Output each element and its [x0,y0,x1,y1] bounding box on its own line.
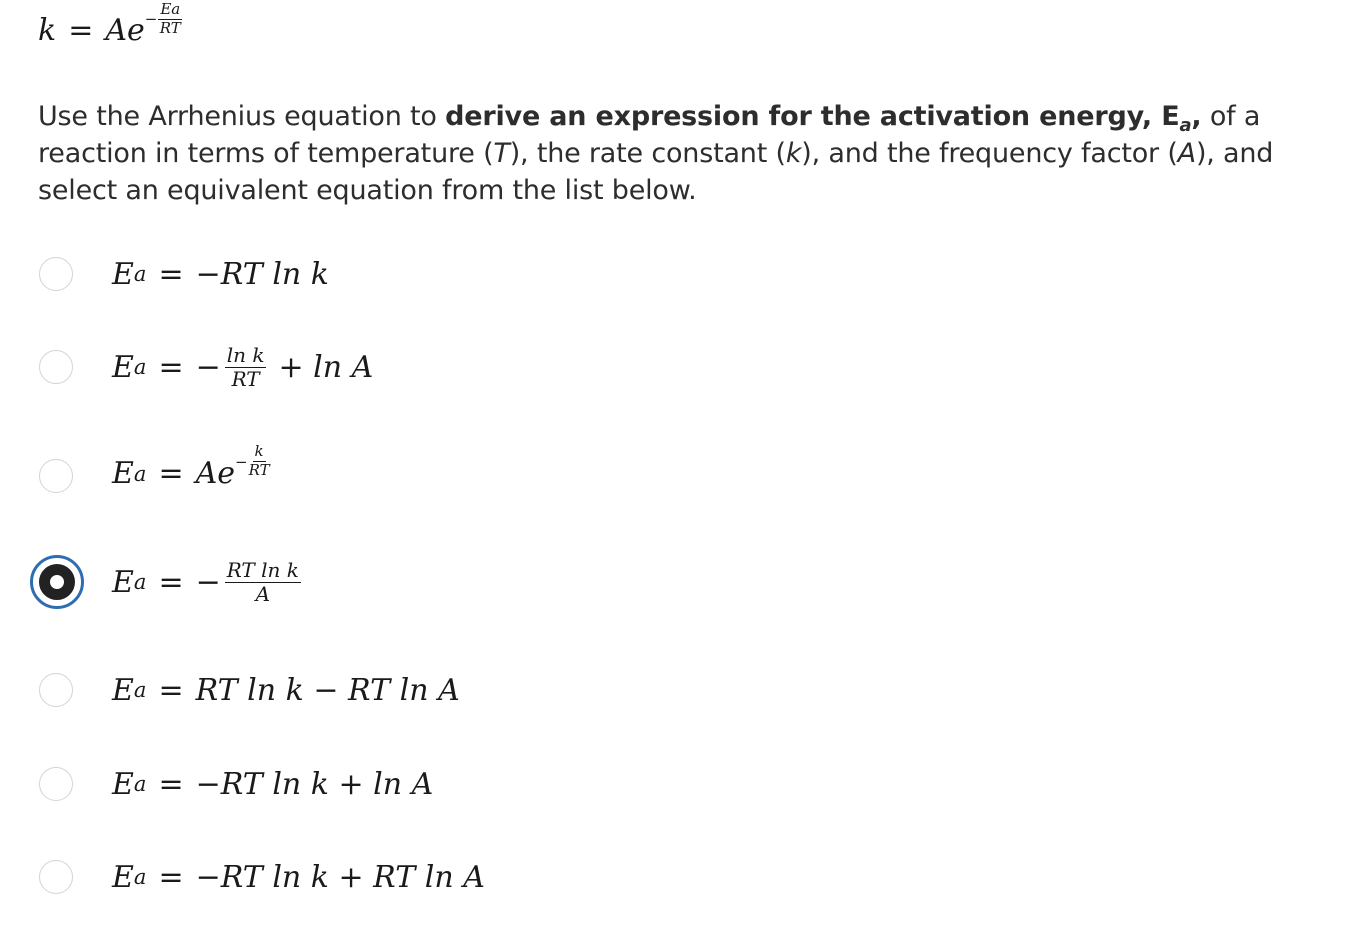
prompt-text-1: Use the Arrhenius equation to [38,101,446,132]
ea-subscript: a [133,678,147,702]
exponent-denominator: RT [248,461,270,479]
fraction [225,557,301,606]
fraction-numerator: RT ln k [226,557,299,582]
ea-subscript: a [133,262,147,286]
prompt-bold [445,101,1202,136]
prompt-var-k: k [785,138,802,169]
exponent-sign: − [144,9,158,28]
ea-subscript: a [133,865,147,889]
exponent-fraction [249,444,270,479]
answer-option-2[interactable] [30,335,374,399]
option-equation [112,673,460,708]
answer-option-4[interactable] [30,550,299,614]
fraction-denominator: RT [231,366,260,391]
fraction-numerator: ln k [226,342,265,367]
exponent-denominator: RT [159,18,181,37]
ea-symbol: E [112,672,134,708]
equation-equals: = [68,13,94,49]
radio-button[interactable] [39,767,73,801]
ea-subscript: a [133,461,147,486]
ea-symbol: E [112,564,134,600]
exponent-sign: − [235,452,248,471]
prompt-var-a: A [1177,138,1196,169]
radio-button[interactable] [39,257,73,291]
exponent-fraction [158,2,182,37]
radio-button[interactable] [39,860,73,894]
option-rhs: −RT ln k + RT ln A [195,859,485,895]
prompt-var-t: T [493,138,510,169]
fraction-denominator: A [255,581,271,606]
option-equation [112,257,329,292]
equals-sign: = [158,766,184,802]
equals-sign: = [158,456,184,491]
minus-sign: − [195,564,221,600]
prompt-bold-text: derive an expression for the activation energy, E [445,101,1180,132]
fraction [225,342,267,391]
option-equation [112,442,270,491]
equation-base: Ae [195,456,235,491]
ea-symbol: E [112,766,134,802]
answer-option-7[interactable] [30,845,485,909]
equals-sign: = [158,349,184,385]
arrhenius-equation [38,0,182,49]
prompt-bold-sub: a [1179,115,1192,136]
option-equation [112,342,374,391]
answer-option-3[interactable] [30,442,270,508]
equals-sign: = [158,564,184,600]
ea-subscript: a [133,772,147,796]
radio-button-selected[interactable] [30,555,84,609]
radio-button[interactable] [39,459,73,493]
answer-option-5[interactable] [30,658,460,722]
ea-symbol: E [112,256,134,292]
radio-button[interactable] [39,673,73,707]
equation-exponent [235,444,270,479]
equals-sign: = [158,256,184,292]
prompt-text-3: ), the rate constant ( [509,138,786,169]
equation-base: Ae [105,13,145,49]
prompt-text-4: ), and the frequency factor ( [801,138,1178,169]
ea-subscript: a [133,570,147,594]
answer-option-6[interactable] [30,752,434,816]
equation-exponent [145,2,182,37]
prompt-bold-end: , [1191,101,1202,132]
ea-symbol: E [112,456,134,491]
option-rhs: −RT ln k [195,256,329,292]
option-rhs: −RT ln k + ln A [195,766,434,802]
radio-button[interactable] [39,350,73,384]
prompt-text-2: of a reaction in terms of temperature ( [38,101,1261,169]
ea-symbol: E [112,349,134,385]
answer-option-1[interactable] [30,242,329,306]
ea-symbol: E [112,859,134,895]
question-prompt [38,98,1333,209]
exponent-numerator: Ea [160,0,181,18]
option-equation [112,767,433,802]
option-rhs: RT ln k − RT ln A [195,672,460,708]
minus-sign: − [195,349,221,385]
exponent-numerator: k [254,442,264,461]
option-equation [112,860,485,895]
prompt-text-5: ), and select an equivalent equation from the list below. [38,138,1274,206]
option-equation [112,557,301,606]
option-rest: + ln A [278,349,374,385]
equals-sign: = [158,672,184,708]
equation-lhs: k [38,13,57,49]
equals-sign: = [158,859,184,895]
ea-subscript: a [133,355,147,379]
